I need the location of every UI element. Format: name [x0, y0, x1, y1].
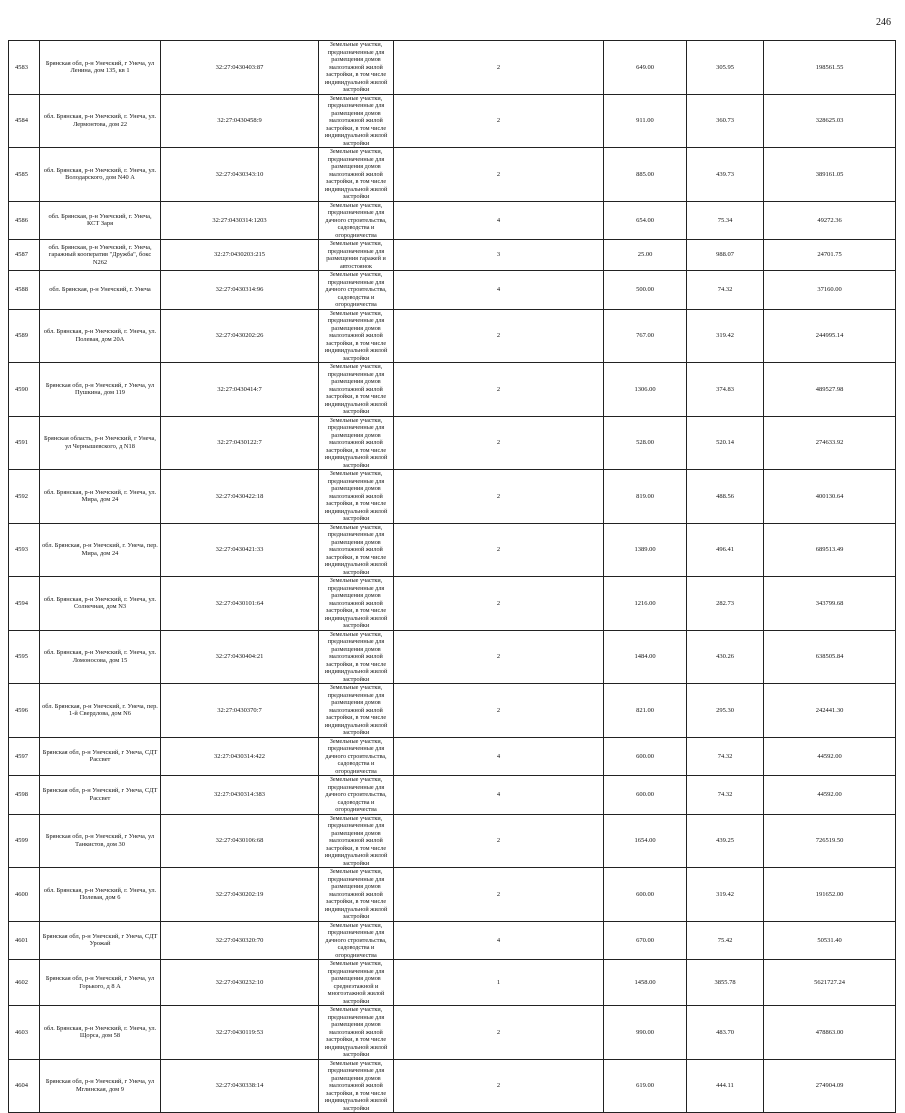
land-use-cell: Земельные участки, предназначенные для дачного строительства, садоводства и огородничества [319, 271, 394, 310]
table-row [9, 960, 896, 1006]
row-number: 4591 [9, 416, 40, 470]
specific-value-cell: 496.41 [687, 523, 764, 577]
cadastral-number-cell: 32:27:0430338:14 [161, 1059, 319, 1113]
cadastral-number-cell: 32:27:0430403:87 [161, 41, 319, 95]
cadastral-value-table [8, 40, 896, 1113]
specific-value-cell: 319.42 [687, 868, 764, 922]
group-cell: 4 [394, 737, 604, 776]
table-row [9, 416, 896, 470]
land-use-cell: Земельные участки, предназначенные для размещения домов малоэтажной жилой застройки, в том числе индивидуальной жилой застройки [319, 309, 394, 363]
address-cell: обл. Брянская, р-н Унечский, г. Унеча, ул. Солнечная, дом N3 [40, 577, 161, 631]
land-use-cell: Земельные участки, предназначенные для размещения домов малоэтажной жилой застройки, в том числе индивидуальной жилой застройки [319, 1006, 394, 1060]
group-cell: 2 [394, 41, 604, 95]
specific-value-cell: 439.25 [687, 814, 764, 868]
group-cell: 2 [394, 814, 604, 868]
row-number: 4589 [9, 309, 40, 363]
address-cell: обл. Брянская, р-н Унечский, г. Унеча, пер. 1-й Свердлова, дом N6 [40, 684, 161, 738]
table-row [9, 148, 896, 202]
group-cell: 2 [394, 416, 604, 470]
table-row [9, 577, 896, 631]
area-cell: 1216.00 [604, 577, 687, 631]
row-number: 4592 [9, 470, 40, 524]
row-number: 4587 [9, 240, 40, 271]
table-row [9, 201, 896, 240]
cadastral-number-cell: 32:27:0430202:19 [161, 868, 319, 922]
land-use-cell: Земельные участки, предназначенные для размещения домов малоэтажной жилой застройки, в том числе индивидуальной жилой застройки [319, 577, 394, 631]
land-use-cell: Земельные участки, предназначенные для размещения домов среднеэтажной и многоэтажной жилой застройки [319, 960, 394, 1006]
specific-value-cell: 74.32 [687, 271, 764, 310]
address-cell: Брянская обл, р-н Унечский, г Унеча, ул Мглинская, дом 9 [40, 1059, 161, 1113]
cadastral-number-cell: 32:27:0430106:68 [161, 814, 319, 868]
group-cell: 1 [394, 960, 604, 1006]
cadastral-value-cell: 37160.00 [764, 271, 896, 310]
cadastral-value-cell: 5621727.24 [764, 960, 896, 1006]
area-cell: 649.00 [604, 41, 687, 95]
group-cell: 2 [394, 577, 604, 631]
table-row [9, 470, 896, 524]
cadastral-value-cell: 50531.40 [764, 921, 896, 960]
area-cell: 600.00 [604, 776, 687, 815]
cadastral-number-cell: 32:27:0430404:21 [161, 630, 319, 684]
cadastral-number-cell: 32:27:0430320:70 [161, 921, 319, 960]
row-number: 4596 [9, 684, 40, 738]
cadastral-number-cell: 32:27:0430370:7 [161, 684, 319, 738]
land-use-cell: Земельные участки, предназначенные для размещения гаражей и автостоянок [319, 240, 394, 271]
cadastral-number-cell: 32:27:0430421:33 [161, 523, 319, 577]
area-cell: 500.00 [604, 271, 687, 310]
group-cell: 2 [394, 470, 604, 524]
area-cell: 990.00 [604, 1006, 687, 1060]
specific-value-cell: 319.42 [687, 309, 764, 363]
address-cell: обл. Брянская, р-н Унечский, г. Унеча, КСТ Заря [40, 201, 161, 240]
row-number: 4595 [9, 630, 40, 684]
specific-value-cell: 74.32 [687, 737, 764, 776]
row-number: 4597 [9, 737, 40, 776]
specific-value-cell: 439.73 [687, 148, 764, 202]
specific-value-cell: 520.14 [687, 416, 764, 470]
cadastral-number-cell: 32:27:0430414:7 [161, 363, 319, 417]
cadastral-value-cell: 478863.00 [764, 1006, 896, 1060]
area-cell: 600.00 [604, 868, 687, 922]
address-cell: обл. Брянская, р-н Унечский, г. Унеча, ул. Лермонтова, дом 22 [40, 94, 161, 148]
cadastral-value-cell: 328625.03 [764, 94, 896, 148]
page-number: 246 [876, 17, 891, 28]
row-number: 4601 [9, 921, 40, 960]
group-cell: 2 [394, 148, 604, 202]
row-number: 4586 [9, 201, 40, 240]
area-cell: 767.00 [604, 309, 687, 363]
specific-value-cell: 295.30 [687, 684, 764, 738]
group-cell: 2 [394, 523, 604, 577]
area-cell: 670.00 [604, 921, 687, 960]
group-cell: 2 [394, 868, 604, 922]
cadastral-value-cell: 689513.49 [764, 523, 896, 577]
specific-value-cell: 305.95 [687, 41, 764, 95]
land-use-cell: Земельные участки, предназначенные для дачного строительства, садоводства и огородничества [319, 737, 394, 776]
cadastral-number-cell: 32:27:0430202:26 [161, 309, 319, 363]
cadastral-number-cell: 32:27:0430314:1203 [161, 201, 319, 240]
specific-value-cell: 483.70 [687, 1006, 764, 1060]
row-number: 4583 [9, 41, 40, 95]
cadastral-value-cell: 400130.64 [764, 470, 896, 524]
address-cell: обл. Брянская, р-н Унечский, г. Унеча, гаражный кооператив "Дружба", бокс N262 [40, 240, 161, 271]
land-use-cell: Земельные участки, предназначенные для размещения домов малоэтажной жилой застройки, в том числе индивидуальной жилой застройки [319, 363, 394, 417]
cadastral-value-cell: 343799.68 [764, 577, 896, 631]
group-cell: 4 [394, 201, 604, 240]
cadastral-number-cell: 32:27:0430422:18 [161, 470, 319, 524]
land-use-cell: Земельные участки, предназначенные для размещения домов малоэтажной жилой застройки, в том числе индивидуальной жилой застройки [319, 1059, 394, 1113]
specific-value-cell: 488.56 [687, 470, 764, 524]
group-cell: 2 [394, 309, 604, 363]
cadastral-value-cell: 44592.00 [764, 776, 896, 815]
row-number: 4585 [9, 148, 40, 202]
specific-value-cell: 282.73 [687, 577, 764, 631]
table-row [9, 921, 896, 960]
address-cell: Брянская обл, р-н Унечский, г Унеча, СДТ Рассвет [40, 737, 161, 776]
table-row [9, 271, 896, 310]
land-use-cell: Земельные участки, предназначенные для размещения домов малоэтажной жилой застройки, в том числе индивидуальной жилой застройки [319, 94, 394, 148]
specific-value-cell: 3855.78 [687, 960, 764, 1006]
area-cell: 600.00 [604, 737, 687, 776]
area-cell: 619.00 [604, 1059, 687, 1113]
cadastral-value-cell: 44592.00 [764, 737, 896, 776]
group-cell: 4 [394, 271, 604, 310]
row-number: 4598 [9, 776, 40, 815]
table-row [9, 1006, 896, 1060]
cadastral-value-cell: 198561.55 [764, 41, 896, 95]
specific-value-cell: 988.07 [687, 240, 764, 271]
cadastral-value-cell: 24701.75 [764, 240, 896, 271]
specific-value-cell: 360.73 [687, 94, 764, 148]
table-row [9, 776, 896, 815]
table-row [9, 1059, 896, 1113]
table-row [9, 814, 896, 868]
land-use-cell: Земельные участки, предназначенные для дачного строительства, садоводства и огородничества [319, 776, 394, 815]
table-row [9, 94, 896, 148]
cadastral-value-cell: 389161.05 [764, 148, 896, 202]
land-use-cell: Земельные участки, предназначенные для размещения домов малоэтажной жилой застройки, в том числе индивидуальной жилой застройки [319, 41, 394, 95]
specific-value-cell: 374.83 [687, 363, 764, 417]
land-use-cell: Земельные участки, предназначенные для размещения домов малоэтажной жилой застройки, в том числе индивидуальной жилой застройки [319, 470, 394, 524]
address-cell: обл. Брянская, р-н Унечский, г. Унеча, ул. Мира, дом 24 [40, 470, 161, 524]
cadastral-value-cell: 191652.00 [764, 868, 896, 922]
area-cell: 885.00 [604, 148, 687, 202]
address-cell: обл. Брянская, р-н Унечский, г. Унеча, ул. Володарского, дом N40 А [40, 148, 161, 202]
area-cell: 1484.00 [604, 630, 687, 684]
cadastral-value-cell: 638505.84 [764, 630, 896, 684]
row-number: 4599 [9, 814, 40, 868]
row-number: 4600 [9, 868, 40, 922]
group-cell: 2 [394, 363, 604, 417]
address-cell: обл. Брянская, р-н Унечский, г. Унеча, пер. Мира, дом 24 [40, 523, 161, 577]
address-cell: Брянская область, р-н Унечский, г Унеча, ул Чернышевского, д N18 [40, 416, 161, 470]
cadastral-number-cell: 32:27:0430101:64 [161, 577, 319, 631]
land-use-cell: Земельные участки, предназначенные для размещения домов малоэтажной жилой застройки, в том числе индивидуальной жилой застройки [319, 868, 394, 922]
land-use-cell: Земельные участки, предназначенные для размещения домов малоэтажной жилой застройки, в том числе индивидуальной жилой застройки [319, 148, 394, 202]
table-row [9, 868, 896, 922]
cadastral-value-cell: 274904.09 [764, 1059, 896, 1113]
land-use-cell: Земельные участки, предназначенные для размещения домов малоэтажной жилой застройки, в том числе индивидуальной жилой застройки [319, 523, 394, 577]
cadastral-value-cell: 244995.14 [764, 309, 896, 363]
area-cell: 1389.00 [604, 523, 687, 577]
address-cell: Брянская обл, р-н Унечский, г Унеча, СДТ Урожай [40, 921, 161, 960]
cadastral-value-cell: 489527.98 [764, 363, 896, 417]
cadastral-number-cell: 32:27:0430314:383 [161, 776, 319, 815]
area-cell: 911.00 [604, 94, 687, 148]
address-cell: Брянская обл, р-н Унечский, г Унеча, ул Ленина, дом 135, кв 1 [40, 41, 161, 95]
table-row [9, 240, 896, 271]
address-cell: обл. Брянская, р-н Унечский, г. Унеча, ул. Ломоносова, дом 15 [40, 630, 161, 684]
land-use-cell: Земельные участки, предназначенные для размещения домов малоэтажной жилой застройки, в том числе индивидуальной жилой застройки [319, 416, 394, 470]
cadastral-number-cell: 32:27:0430232:10 [161, 960, 319, 1006]
group-cell: 3 [394, 240, 604, 271]
area-cell: 25.00 [604, 240, 687, 271]
area-cell: 1654.00 [604, 814, 687, 868]
address-cell: Брянская обл, р-н Унечский, г Унеча, СДТ Рассвет [40, 776, 161, 815]
area-cell: 819.00 [604, 470, 687, 524]
cadastral-number-cell: 32:27:0430122:7 [161, 416, 319, 470]
group-cell: 2 [394, 684, 604, 738]
group-cell: 2 [394, 1059, 604, 1113]
specific-value-cell: 75.42 [687, 921, 764, 960]
group-cell: 2 [394, 1006, 604, 1060]
area-cell: 654.00 [604, 201, 687, 240]
row-number: 4584 [9, 94, 40, 148]
cadastral-number-cell: 32:27:0430314:96 [161, 271, 319, 310]
cadastral-value-cell: 49272.36 [764, 201, 896, 240]
group-cell: 2 [394, 630, 604, 684]
area-cell: 821.00 [604, 684, 687, 738]
specific-value-cell: 430.26 [687, 630, 764, 684]
cadastral-value-cell: 726519.50 [764, 814, 896, 868]
address-cell: обл. Брянская, р-н Унечский, г. Унеча [40, 271, 161, 310]
cadastral-value-cell: 274633.92 [764, 416, 896, 470]
table-row [9, 737, 896, 776]
address-cell: Брянская обл, р-н Унечский, г Унеча, ул Танкистов, дом 30 [40, 814, 161, 868]
group-cell: 2 [394, 94, 604, 148]
group-cell: 4 [394, 776, 604, 815]
specific-value-cell: 444.11 [687, 1059, 764, 1113]
table-row [9, 41, 896, 95]
row-number: 4590 [9, 363, 40, 417]
row-number: 4603 [9, 1006, 40, 1060]
cadastral-number-cell: 32:27:0430458:9 [161, 94, 319, 148]
cadastral-number-cell: 32:27:0430314:422 [161, 737, 319, 776]
address-cell: Брянская обл, р-н Унечский, г Унеча, ул Пушкина, дом 119 [40, 363, 161, 417]
row-number: 4588 [9, 271, 40, 310]
cadastral-number-cell: 32:27:0430119:53 [161, 1006, 319, 1060]
land-use-cell: Земельные участки, предназначенные для дачного строительства, садоводства и огородничества [319, 201, 394, 240]
table-row [9, 363, 896, 417]
table-row [9, 684, 896, 738]
area-cell: 1306.00 [604, 363, 687, 417]
group-cell: 4 [394, 921, 604, 960]
area-cell: 1458.00 [604, 960, 687, 1006]
address-cell: обл. Брянская, р-н Унечский, г. Унеча, ул. Полевая, дом 6 [40, 868, 161, 922]
address-cell: обл. Брянская, р-н Унечский, г. Унеча, ул. Щорса, дом 58 [40, 1006, 161, 1060]
row-number: 4602 [9, 960, 40, 1006]
table-row [9, 523, 896, 577]
land-use-cell: Земельные участки, предназначенные для размещения домов малоэтажной жилой застройки, в том числе индивидуальной жилой застройки [319, 814, 394, 868]
row-number: 4593 [9, 523, 40, 577]
land-use-cell: Земельные участки, предназначенные для дачного строительства, садоводства и огородничества [319, 921, 394, 960]
row-number: 4604 [9, 1059, 40, 1113]
cadastral-value-cell: 242441.30 [764, 684, 896, 738]
address-cell: Брянская обл, р-н Унечский, г Унеча, ул Горького, д 8 А [40, 960, 161, 1006]
address-cell: обл. Брянская, р-н Унечский, г. Унеча, ул. Полевая, дом 20А [40, 309, 161, 363]
land-use-cell: Земельные участки, предназначенные для размещения домов малоэтажной жилой застройки, в том числе индивидуальной жилой застройки [319, 684, 394, 738]
cadastral-number-cell: 32:27:0430343:10 [161, 148, 319, 202]
land-use-cell: Земельные участки, предназначенные для размещения домов малоэтажной жилой застройки, в том числе индивидуальной жилой застройки [319, 630, 394, 684]
table-row [9, 309, 896, 363]
cadastral-number-cell: 32:27:0430203:215 [161, 240, 319, 271]
specific-value-cell: 74.32 [687, 776, 764, 815]
area-cell: 528.00 [604, 416, 687, 470]
table-row [9, 630, 896, 684]
specific-value-cell: 75.34 [687, 201, 764, 240]
row-number: 4594 [9, 577, 40, 631]
